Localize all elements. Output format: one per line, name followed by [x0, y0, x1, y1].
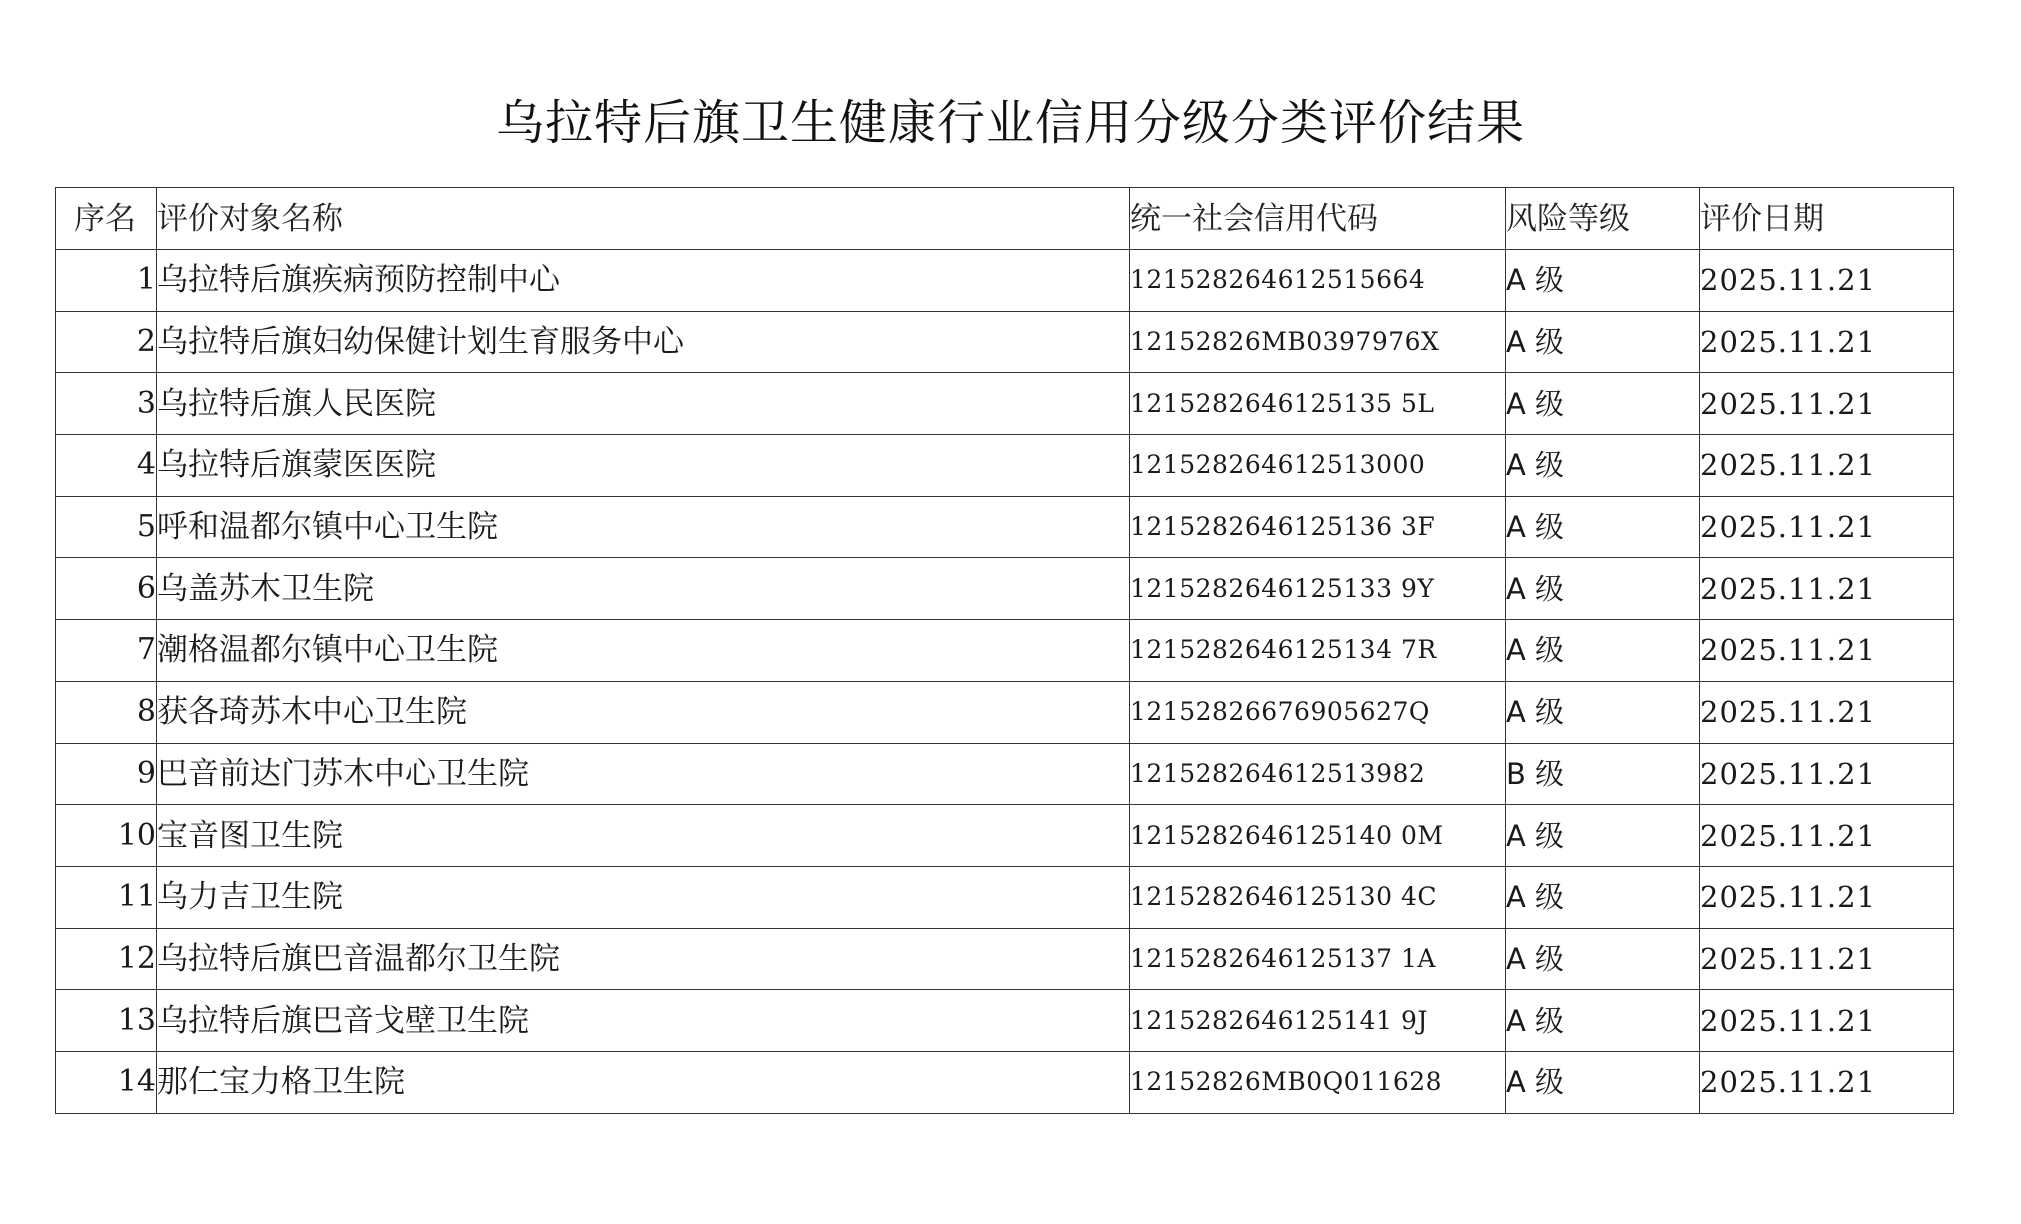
cell-risk: A 级 [1506, 558, 1700, 620]
cell-date: 2025.11.21 [1700, 928, 1954, 990]
cell-date: 2025.11.21 [1700, 373, 1954, 435]
cell-seq: 8 [56, 681, 157, 743]
header-name: 评价对象名称 [157, 188, 1130, 250]
cell-code: 12152826MB0Q011628 [1130, 1051, 1506, 1113]
table-row [56, 373, 1954, 435]
cell-seq: 4 [56, 435, 157, 497]
cell-code: 121528264612513000 [1130, 435, 1506, 497]
cell-risk: A 级 [1506, 496, 1700, 558]
cell-code: 12152826676905627Q [1130, 681, 1506, 743]
cell-seq: 7 [56, 620, 157, 682]
cell-date: 2025.11.21 [1700, 866, 1954, 928]
cell-code: 1215282646125140 0M [1130, 805, 1506, 867]
cell-name: 呼和温都尔镇中心卫生院 [157, 496, 1130, 558]
cell-code: 1215282646125136 3F [1130, 496, 1506, 558]
table-row [56, 311, 1954, 373]
document-title: 乌拉特后旗卫生健康行业信用分级分类评价结果 [495, 95, 1525, 151]
cell-date: 2025.11.21 [1700, 496, 1954, 558]
cell-date: 2025.11.21 [1700, 805, 1954, 867]
table-row [56, 435, 1954, 497]
cell-risk: A 级 [1506, 805, 1700, 867]
cell-date: 2025.11.21 [1700, 990, 1954, 1052]
header-seq: 序名 [56, 188, 157, 250]
cell-risk: B 级 [1506, 743, 1700, 805]
table-row [56, 620, 1954, 682]
cell-name: 宝音图卫生院 [157, 805, 1130, 867]
cell-name: 获各琦苏木中心卫生院 [157, 681, 1130, 743]
cell-name: 乌力吉卫生院 [157, 866, 1130, 928]
cell-seq: 1 [56, 250, 157, 312]
table-row [56, 558, 1954, 620]
cell-seq: 5 [56, 496, 157, 558]
cell-date: 2025.11.21 [1700, 620, 1954, 682]
table-row [56, 990, 1954, 1052]
cell-name: 乌拉特后旗巴音温都尔卫生院 [157, 928, 1130, 990]
cell-risk: A 级 [1506, 681, 1700, 743]
cell-code: 1215282646125135 5L [1130, 373, 1506, 435]
cell-risk: A 级 [1506, 373, 1700, 435]
cell-code: 12152826MB0397976X [1130, 311, 1506, 373]
cell-risk: A 级 [1506, 990, 1700, 1052]
header-risk: 风险等级 [1506, 188, 1700, 250]
cell-date: 2025.11.21 [1700, 435, 1954, 497]
cell-risk: A 级 [1506, 928, 1700, 990]
cell-name: 乌拉特后旗疾病预防控制中心 [157, 250, 1130, 312]
cell-seq: 14 [56, 1051, 157, 1113]
table-row [56, 743, 1954, 805]
cell-risk: A 级 [1506, 620, 1700, 682]
cell-name: 乌拉特后旗人民医院 [157, 373, 1130, 435]
cell-code: 1215282646125130 4C [1130, 866, 1506, 928]
cell-name: 乌拉特后旗蒙医医院 [157, 435, 1130, 497]
cell-risk: A 级 [1506, 1051, 1700, 1113]
cell-date: 2025.11.21 [1700, 743, 1954, 805]
cell-date: 2025.11.21 [1700, 311, 1954, 373]
cell-seq: 3 [56, 373, 157, 435]
cell-name: 乌拉特后旗妇幼保健计划生育服务中心 [157, 311, 1130, 373]
cell-date: 2025.11.21 [1700, 1051, 1954, 1113]
cell-seq: 12 [56, 928, 157, 990]
table-row [56, 866, 1954, 928]
table-row [56, 496, 1954, 558]
evaluation-results-table [55, 187, 1954, 1114]
cell-date: 2025.11.21 [1700, 681, 1954, 743]
cell-name: 乌盖苏木卫生院 [157, 558, 1130, 620]
cell-name: 那仁宝力格卫生院 [157, 1051, 1130, 1113]
cell-code: 121528264612515664 [1130, 250, 1506, 312]
cell-risk: A 级 [1506, 250, 1700, 312]
cell-name: 巴音前达门苏木中心卫生院 [157, 743, 1130, 805]
cell-code: 1215282646125141 9J [1130, 990, 1506, 1052]
cell-seq: 9 [56, 743, 157, 805]
cell-seq: 2 [56, 311, 157, 373]
cell-risk: A 级 [1506, 866, 1700, 928]
cell-seq: 13 [56, 990, 157, 1052]
cell-risk: A 级 [1506, 311, 1700, 373]
cell-name: 乌拉特后旗巴音戈壁卫生院 [157, 990, 1130, 1052]
cell-seq: 10 [56, 805, 157, 867]
cell-name: 潮格温都尔镇中心卫生院 [157, 620, 1130, 682]
cell-date: 2025.11.21 [1700, 558, 1954, 620]
cell-seq: 6 [56, 558, 157, 620]
cell-code: 1215282646125137 1A [1130, 928, 1506, 990]
table-header-row [56, 188, 1954, 250]
table-row [56, 681, 1954, 743]
cell-code: 121528264612513982 [1130, 743, 1506, 805]
header-code: 统一社会信用代码 [1130, 188, 1506, 250]
cell-code: 1215282646125134 7R [1130, 620, 1506, 682]
cell-seq: 11 [56, 866, 157, 928]
cell-code: 1215282646125133 9Y [1130, 558, 1506, 620]
header-date: 评价日期 [1700, 188, 1954, 250]
table-row [56, 1051, 1954, 1113]
table-row [56, 250, 1954, 312]
cell-risk: A 级 [1506, 435, 1700, 497]
table-row [56, 928, 1954, 990]
table-row [56, 805, 1954, 867]
cell-date: 2025.11.21 [1700, 250, 1954, 312]
